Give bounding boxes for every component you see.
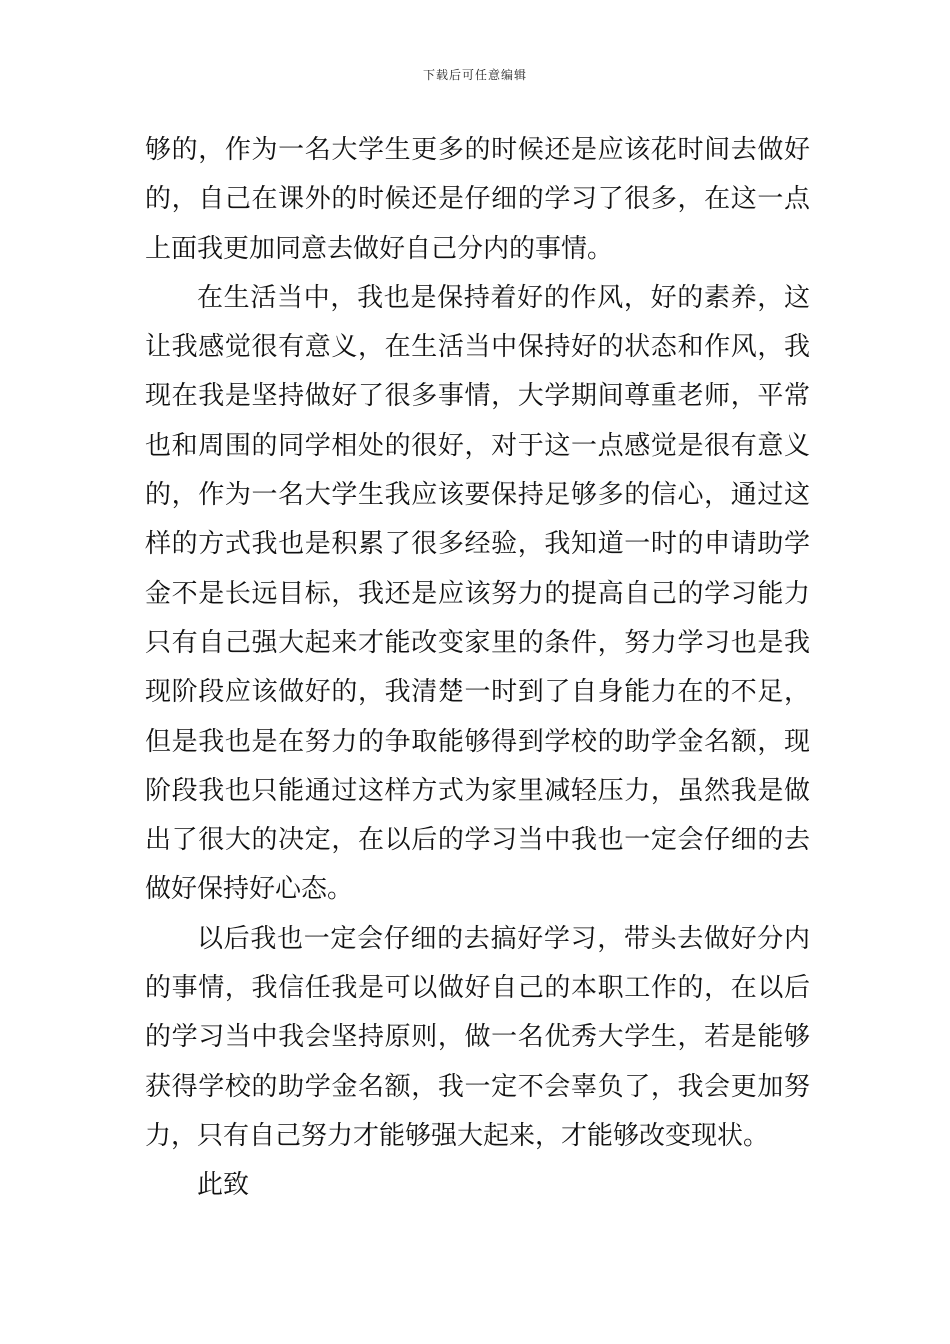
text-line: 让我感觉很有意义，在生活当中保持好的状态和作风，我 bbox=[145, 332, 810, 363]
text-line: 在生活当中，我也是保持着好的作风，好的素养，这 bbox=[197, 282, 810, 313]
text-line: 以后我也一定会仔细的去搞好学习，带头去做好分内 bbox=[197, 923, 810, 954]
text-line: 只有自己强大起来才能改变家里的条件，努力学习也是我 bbox=[145, 627, 810, 658]
page-header: 下载后可任意编辑 bbox=[422, 68, 527, 82]
closing-salutation: 此致 bbox=[197, 1170, 250, 1201]
letter-body bbox=[145, 126, 810, 1211]
text-line: 力，只有自己努力才能够强大起来，才能够改变现状。 bbox=[145, 1120, 770, 1151]
text-line: 的学习当中我会坚持原则，做一名优秀大学生，若是能够 bbox=[145, 1022, 810, 1053]
text-line: 的，自己在课外的时候还是仔细的学习了很多，在这一点 bbox=[145, 184, 810, 215]
text-line: 现在我是坚持做好了很多事情，大学期间尊重老师，平常 bbox=[145, 381, 810, 412]
text-line: 上面我更加同意去做好自己分内的事情。 bbox=[145, 233, 614, 264]
text-line: 的事情，我信任我是可以做好自己的本职工作的，在以后 bbox=[145, 973, 810, 1004]
text-line: 出了很大的决定，在以后的学习当中我也一定会仔细的去 bbox=[145, 825, 810, 856]
text-line: 的，作为一名大学生我应该要保持足够多的信心，通过这 bbox=[145, 480, 810, 511]
text-line: 样的方式我也是积累了很多经验，我知道一时的申请助学 bbox=[145, 529, 810, 560]
text-line: 也和周围的同学相处的很好，对于这一点感觉是很有意义 bbox=[145, 430, 810, 461]
text-line: 够的，作为一名大学生更多的时候还是应该花时间去做好 bbox=[145, 135, 810, 165]
text-line: 金不是长远目标，我还是应该努力的提高自己的学习能力 bbox=[145, 578, 810, 609]
text-line: 现阶段应该做好的，我清楚一时到了自身能力在的不足， bbox=[145, 677, 810, 708]
text-line: 做好保持好心态。 bbox=[145, 874, 354, 905]
text-line: 但是我也是在努力的争取能够得到学校的助学金名额，现 bbox=[145, 726, 810, 757]
text-line: 阶段我也只能通过这样方式为家里减轻压力，虽然我是做 bbox=[145, 775, 810, 806]
text-line: 获得学校的助学金名额，我一定不会辜负了，我会更加努 bbox=[145, 1071, 810, 1102]
